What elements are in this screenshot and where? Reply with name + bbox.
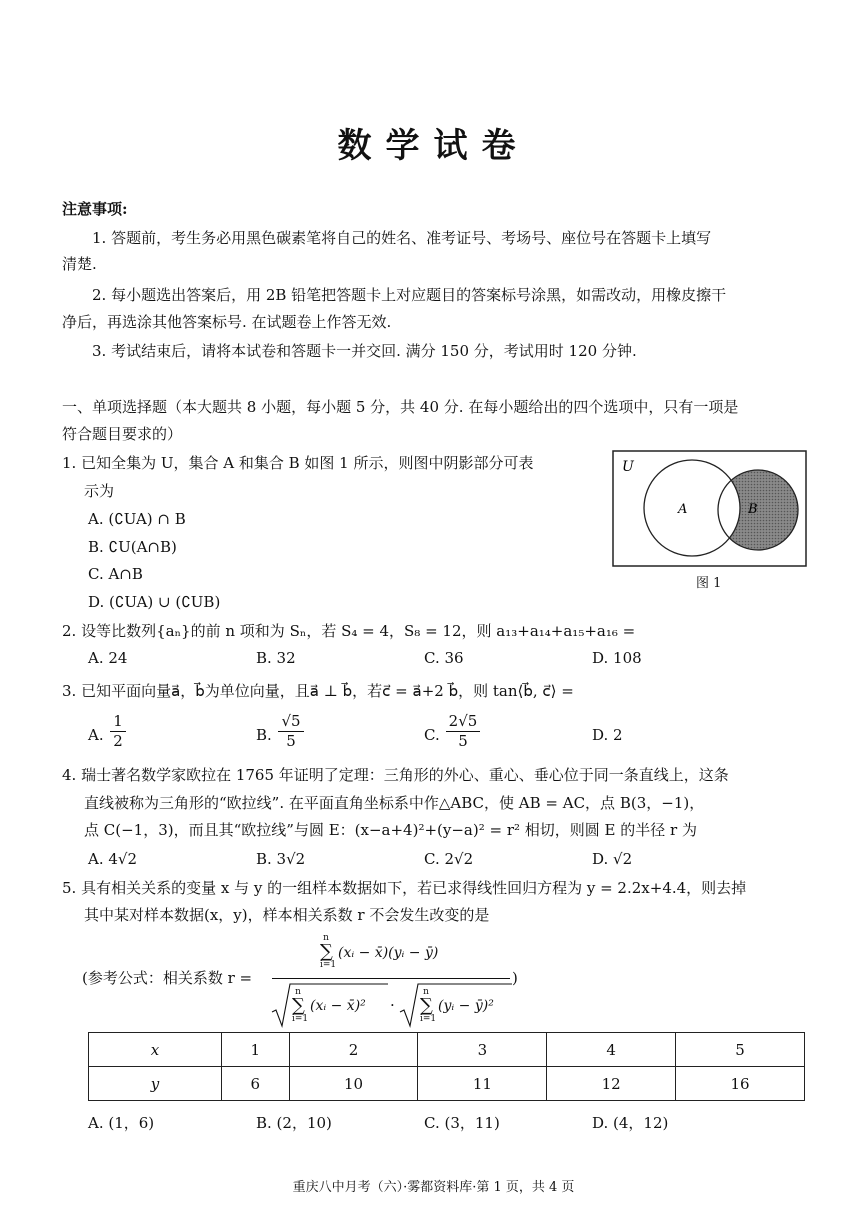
q2-option-b: B. 32 — [256, 649, 296, 667]
venn-label-u: U — [622, 459, 634, 475]
venn-diagram — [612, 450, 808, 568]
q3-c-denominator: 5 — [446, 731, 480, 750]
den-left-sum: n ∑ i=1 — [292, 987, 309, 1024]
table-header-x: x — [89, 1033, 222, 1067]
table-cell: 6 — [222, 1067, 290, 1101]
q3-option-c-label: C. — [424, 726, 440, 744]
q3-b-denominator: 5 — [278, 731, 304, 750]
q1-option-c: C. A∩B — [88, 565, 143, 583]
q5-stem-line1: 5. 具有相关关系的变量 x 与 y 的一组样本数据如下，若已求得线性回归方程为 y = 2.2x+4.4，则去掉 — [62, 879, 747, 897]
formula-suffix: ) — [512, 969, 518, 987]
q1-option-a: A. (∁UA) ∩ B — [88, 510, 186, 528]
den-right-sum: n ∑ i=1 — [420, 987, 437, 1024]
table-cell: 11 — [418, 1067, 547, 1101]
den-left-sum-bottom: i=1 — [292, 1014, 309, 1024]
table-cell: 16 — [676, 1067, 805, 1101]
notice-item1-line1: 1. 答题前，考生务必用黑色碳素笔将自己的姓名、准考证号、考场号、座位号在答题卡上填写 — [92, 229, 712, 247]
notice-item1-line2: 清楚. — [62, 255, 97, 273]
page-title: 数学试卷 — [337, 126, 530, 166]
q3-c-numerator: 2√5 — [448, 712, 478, 730]
q4-option-a: A. 4√2 — [88, 850, 138, 868]
q5-option-a: A. (1，6) — [88, 1114, 155, 1132]
notice-item2-line1: 2. 每小题选出答案后，用 2B 铅笔把答题卡上对应题目的答案标号涂黑，如需改动，用橡皮擦干 — [92, 286, 727, 304]
table-cell: 12 — [547, 1067, 676, 1101]
den-left-expression: (xᵢ − x̄)² — [310, 998, 366, 1014]
q5-stem-line2: 其中某对样本数据(x，y)，样本相关系数 r 不会发生改变的是 — [84, 906, 490, 924]
fraction-bar — [272, 978, 510, 979]
numerator-sum: n ∑ i=1 — [320, 933, 337, 970]
table-row-x — [89, 1033, 805, 1067]
q4-option-d: D. √2 — [592, 850, 633, 868]
sum-top: n — [323, 933, 329, 943]
q3-stem: 3. 已知平面向量a⃗，b⃗为单位向量，且a⃗ ⊥ b⃗，若c⃗ = a⃗+2 b⃗，则 tan⟨b⃗, c⃗⟩ = — [62, 682, 574, 700]
notice-item3: 3. 考试结束后，请将本试卷和答题卡一并交回. 满分 150 分，考试用时 120 分钟. — [92, 342, 637, 360]
section1-line2: 符合题目要求的） — [62, 425, 183, 443]
q3-b-numerator: √5 — [281, 712, 301, 730]
q5-option-c: C. (3，11) — [424, 1114, 500, 1132]
table-cell: 10 — [289, 1067, 418, 1101]
table-row-y — [89, 1067, 805, 1101]
notice-item2-line2: 净后，再选涂其他答案标号. 在试题卷上作答无效. — [62, 313, 392, 331]
table-cell: 5 — [676, 1033, 805, 1067]
section1-line1: 一、单项选择题（本大题共 8 小题，每小题 5 分，共 40 分. 在每小题给出的四个选项中，只有一项是 — [62, 398, 739, 416]
q2-stem: 2. 设等比数列{aₙ}的前 n 项和为 Sₙ，若 S₄ = 4，S₈ = 12，则 a₁₃+a₁₄+a₁₅+a₁₆ = — [62, 622, 636, 640]
q5-option-b: B. (2，10) — [256, 1114, 332, 1132]
q1-option-d: D. (∁UA) ∪ (∁UB) — [88, 593, 221, 611]
numerator-expression: (xᵢ − x̄)(yᵢ − ȳ) — [338, 945, 439, 961]
q4-stem-line2: 直线被称为三角形的“欧拉线”. 在平面直角坐标系中作△ABC，使 AB = AC，点 B(3，−1)， — [84, 794, 705, 812]
sum-bottom: i=1 — [320, 960, 337, 970]
den-right-sum-top: n — [423, 987, 429, 997]
q3-option-b-fraction — [278, 712, 304, 750]
table-cell: 1 — [222, 1033, 290, 1067]
q1-stem-line2: 示为 — [84, 482, 115, 500]
q4-option-c: C. 2√2 — [424, 850, 474, 868]
den-right-sum-bottom: i=1 — [420, 1014, 437, 1024]
table-cell: 3 — [418, 1033, 547, 1067]
q4-stem-line1: 4. 瑞士著名数学家欧拉在 1765 年证明了定理：三角形的外心、重心、垂心位于同一条直线上，这条 — [62, 766, 729, 784]
q1-stem-line1: 1. 已知全集为 U，集合 A 和集合 B 如图 1 所示，则图中阴影部分可表 — [62, 454, 534, 472]
den-right-expression: (yᵢ − ȳ)² — [438, 998, 494, 1014]
formula-prefix: (参考公式：相关系数 r = — [82, 969, 253, 987]
q3-option-c-fraction — [446, 712, 480, 750]
q2-option-d: D. 108 — [592, 649, 642, 667]
q3-a-numerator: 1 — [113, 712, 123, 730]
den-left-sum-top: n — [295, 987, 301, 997]
venn-label-a: A — [678, 502, 688, 517]
page-footer: 重庆八中月考（六）·雾都资料库·第 1 页，共 4 页 — [292, 1180, 575, 1195]
table-cell: 4 — [547, 1033, 676, 1067]
venn-label-b: B — [748, 502, 758, 517]
q1-option-b: B. ∁U(A∩B) — [88, 538, 177, 556]
q3-option-d: D. 2 — [592, 726, 623, 744]
q3-option-b-label: B. — [256, 726, 272, 744]
q2-option-c: C. 36 — [424, 649, 464, 667]
q3-option-a-label: A. — [88, 726, 104, 744]
q4-option-b: B. 3√2 — [256, 850, 306, 868]
q3-a-denominator: 2 — [110, 731, 126, 750]
q3-option-a-fraction — [110, 712, 126, 750]
figure1-caption: 图 1 — [696, 576, 722, 591]
sample-data-table — [88, 1032, 805, 1101]
den-dot: · — [390, 996, 395, 1014]
q4-stem-line3: 点 C(−1，3)，而且其“欧拉线”与圆 E：(x−a+4)²+(y−a)² = r² 相切，则圆 E 的半径 r 为 — [84, 821, 697, 839]
q2-option-a: A. 24 — [88, 649, 128, 667]
table-header-y: y — [89, 1067, 222, 1101]
q5-option-d: D. (4，12) — [592, 1114, 669, 1132]
table-cell: 2 — [289, 1033, 418, 1067]
notice-heading: 注意事项: — [62, 200, 128, 218]
